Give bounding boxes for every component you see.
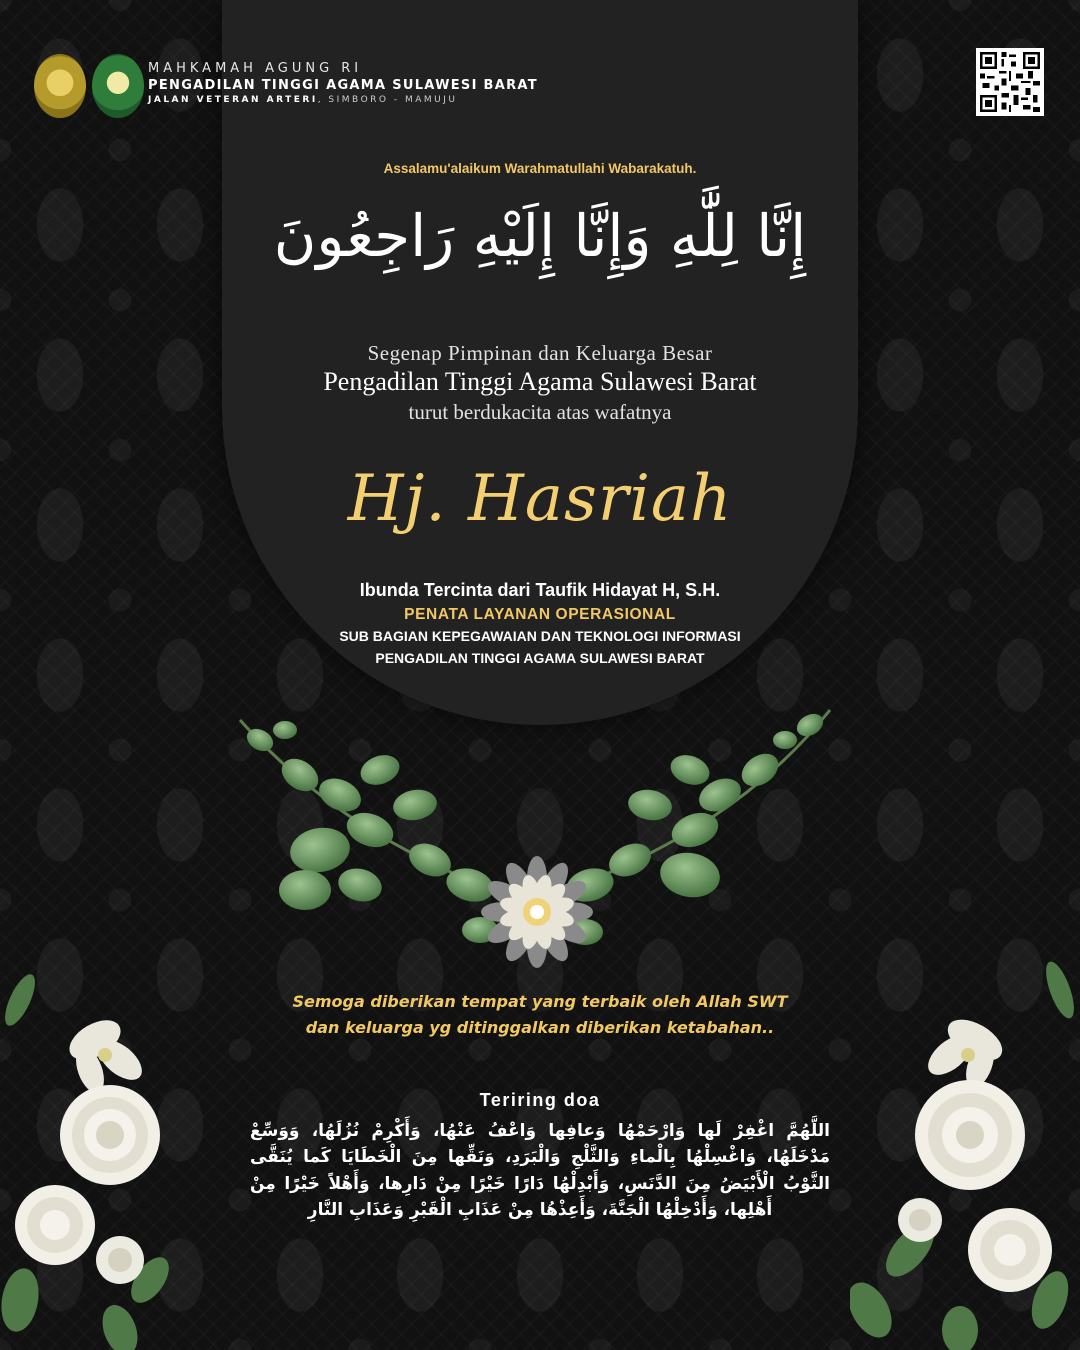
header-line-2: PENGADILAN TINGGI AGAMA SULAWESI BARAT [148, 78, 538, 93]
message-line-1: Segenap Pimpinan dan Keluarga Besar [367, 341, 713, 365]
message-line-2: Pengadilan Tinggi Agama Sulawesi Barat [323, 367, 757, 396]
leaf-wreath-icon [230, 700, 840, 970]
message-line-3: turut berdukacita atas wafatnya [408, 400, 672, 424]
doa-arabic-text: اللَّهُمَّ اغْفِرْ لَها وَارْحَمْهُا وَعافِها وَاعْفُ عَنْهُا، وَأَكْرِمْ نُزُلَهُا، وَوَسِّعْ مَدْخَلَهُا، وَاغْسِلْهُا بِالْماءِ وَالثَّلْجِ وَالْبَرَدِ، وَنَقِّها مِنَ الْخَطَايَا كَما يُنَقَّى الثَّوْبُ الْأَبْيَضُ مِنَ الدَّنَسِ، وَأَبْدِلْهُا دَارًا خَيْرًا مِنْ دَارِها، وَأَهْلاً خَيْرًا مِنْ أَهْلِها، وَأَدْخِلْهُا الْجَنَّةَ، وَأَعِذْهُا مِنْ عَذَابِ الْقَبْرِ وَعَذَابِ النَّارِ [250, 1121, 830, 1221]
qr-code-icon[interactable] [976, 48, 1044, 116]
relation-text: Ibunda Tercinta dari Taufik Hidayat H, S.H. [359, 580, 721, 600]
address-city: , SIMBORO - MAMUJU [317, 95, 458, 105]
deceased-name: Hj. Hasriah [347, 462, 733, 536]
pta-sulawesi-barat-logo [92, 54, 144, 118]
istirja-calligraphy: إِنَّا لِلَّٰهِ وَإِنَّا إِلَيْهِ رَاجِعُونَ [273, 202, 807, 270]
header-address [148, 95, 538, 105]
institution-header [148, 61, 538, 105]
logo-group [34, 54, 144, 118]
wish-line-2: dan keluarga yg ditinggalkan diberikan ketabahan.. [305, 1018, 775, 1037]
mahkamah-agung-logo [34, 54, 86, 118]
doa-title: Teriring doa [479, 1090, 601, 1110]
greeting: Assalamu'alaikum Warahmatullahi Wabarakatuh. [383, 161, 697, 176]
address-street: JALAN VETERAN ARTERI [148, 95, 318, 105]
wish-line-1: Semoga diberikan tempat yang terbaik oleh Allah SWT [292, 992, 788, 1011]
header-line-1: MAHKAMAH AGUNG RI [148, 61, 363, 76]
unit-line-1: SUB BAGIAN KEPEGAWAIAN DAN TEKNOLOGI INFORMASI [339, 628, 741, 644]
unit-line-2: PENGADILAN TINGGI AGAMA SULAWESI BARAT [375, 650, 705, 666]
position-text: PENATA LAYANAN OPERASIONAL [404, 606, 676, 623]
